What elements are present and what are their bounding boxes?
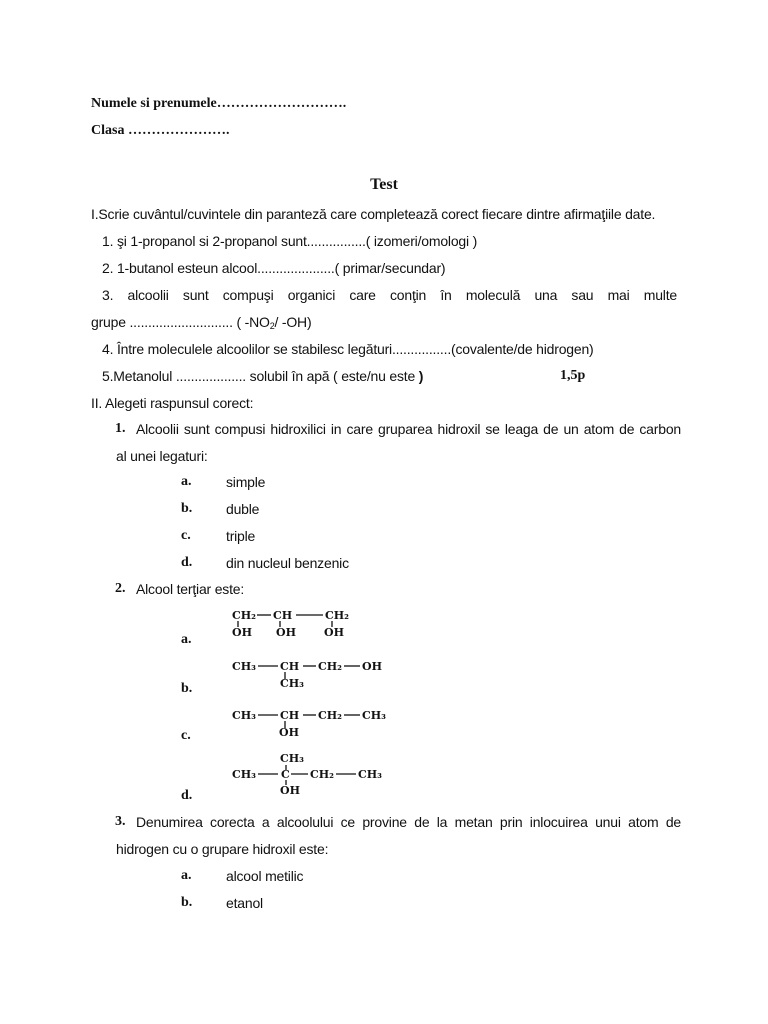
q3-number: 3.: [115, 814, 126, 829]
formula-c-c1: CH₃: [232, 709, 256, 722]
section1-item4: 4. Între moleculele alcoolilor se stabilesc legături................(covalente/de hidrogen): [102, 341, 594, 357]
q2-option-c-letter[interactable]: c.: [181, 728, 191, 743]
formula-c-c3: CH₂: [318, 709, 342, 722]
item5-text: 5.Metanolul ................... solubil în apă ( este/nu este: [102, 368, 419, 384]
formula-a-oh1: OH: [232, 626, 252, 639]
q1-line2: al unei legaturi:: [116, 448, 208, 464]
formula-d-c2: C: [281, 768, 290, 781]
q3-line1: Denumirea corecta a alcoolului ce provine de la metan prin inlocuirea unui atom de: [136, 814, 681, 830]
q3-option-b-text[interactable]: etanol: [226, 895, 263, 911]
formula-d-top: CH₃: [280, 752, 304, 765]
formula-d-c1: CH₃: [232, 768, 256, 781]
q3-option-a-letter: a.: [181, 868, 192, 883]
item3-subscript: 2: [269, 321, 275, 331]
formula-c-c4: CH₃: [362, 709, 386, 722]
section2-instruction: II. Alegeti raspunsul corect:: [91, 395, 254, 411]
formula-d-substituent: OH: [280, 784, 300, 797]
section1-points: 1,5p: [560, 368, 586, 383]
formula-a-c2: CH: [273, 609, 293, 622]
formula-c-substituent: OH: [279, 726, 299, 738]
q1-option-c-letter: c.: [181, 528, 191, 543]
formula-b-c3: CH₂: [318, 660, 342, 673]
section1-item2: 2. 1-butanol esteun alcool.....................( primar/secundar): [102, 260, 446, 276]
q1-option-a-text[interactable]: simple: [226, 474, 266, 490]
formula-b-c1: CH₃: [232, 660, 256, 673]
formula-a-oh2: OH: [276, 626, 296, 639]
section1-item3-line2: [91, 313, 311, 331]
q2-option-a-letter[interactable]: a.: [181, 632, 192, 647]
page-title: Test: [370, 176, 398, 193]
section1-instruction: I.Scrie cuvântul/cuvintele din paranteză care completează corect fiecare dintre afirmaţiile date.: [91, 206, 656, 222]
item5-paren: ): [418, 368, 424, 384]
section1-item3-line1: 3. alcoolii sunt compuşi organici care conţin în moleculă una sau mai multe: [102, 287, 677, 303]
formula-d-c3: CH₂: [310, 768, 334, 781]
q1-line1: Alcoolii sunt compusi hidroxilici in care gruparea hidroxil se leaga de un atom de carbon: [136, 421, 681, 437]
q3-option-b-letter: b.: [181, 895, 193, 910]
formula-d: [228, 750, 398, 798]
q2-option-b-letter[interactable]: b.: [181, 681, 193, 696]
formula-d-c4: CH₃: [358, 768, 382, 781]
item3-text-post: / -OH): [274, 314, 312, 330]
q1-option-a-letter: a.: [181, 474, 192, 489]
section1-item5: [102, 367, 423, 385]
q2-option-d-letter[interactable]: d.: [181, 788, 193, 803]
item3-text-pre: grupe ............................ ( -NO: [91, 314, 270, 330]
q1-option-b-text[interactable]: duble: [226, 501, 260, 517]
formula-b: [228, 657, 398, 689]
formula-b-oh: OH: [362, 660, 382, 673]
formula-a-c1: CH₂: [232, 609, 256, 622]
q1-option-c-text[interactable]: triple: [226, 528, 256, 544]
formula-a: [228, 606, 368, 642]
formula-c: [228, 706, 398, 738]
q2-number: 2.: [115, 581, 126, 596]
formula-a-oh3: OH: [324, 626, 344, 639]
formula-b-substituent: CH₃: [280, 677, 304, 689]
q1-option-d-letter: d.: [181, 555, 193, 570]
class-label: Clasa ………………….: [91, 123, 230, 138]
q2-text: Alcool terţiar este:: [136, 581, 245, 597]
q3-line2: hidrogen cu o grupare hidroxil este:: [116, 841, 329, 857]
formula-b-c2: CH: [280, 660, 300, 673]
q3-option-a-text[interactable]: alcool metilic: [226, 868, 304, 884]
formula-c-c2: CH: [280, 709, 300, 722]
name-label: Numele si prenumele……………………….: [91, 96, 347, 111]
section1-item1: 1. şi 1-propanol si 2-propanol sunt................( izomeri/omologi ): [102, 233, 478, 249]
q1-option-b-letter: b.: [181, 501, 193, 516]
formula-a-c3: CH₂: [325, 609, 349, 622]
q1-option-d-text[interactable]: din nucleul benzenic: [226, 555, 349, 571]
q1-number: 1.: [115, 421, 126, 436]
